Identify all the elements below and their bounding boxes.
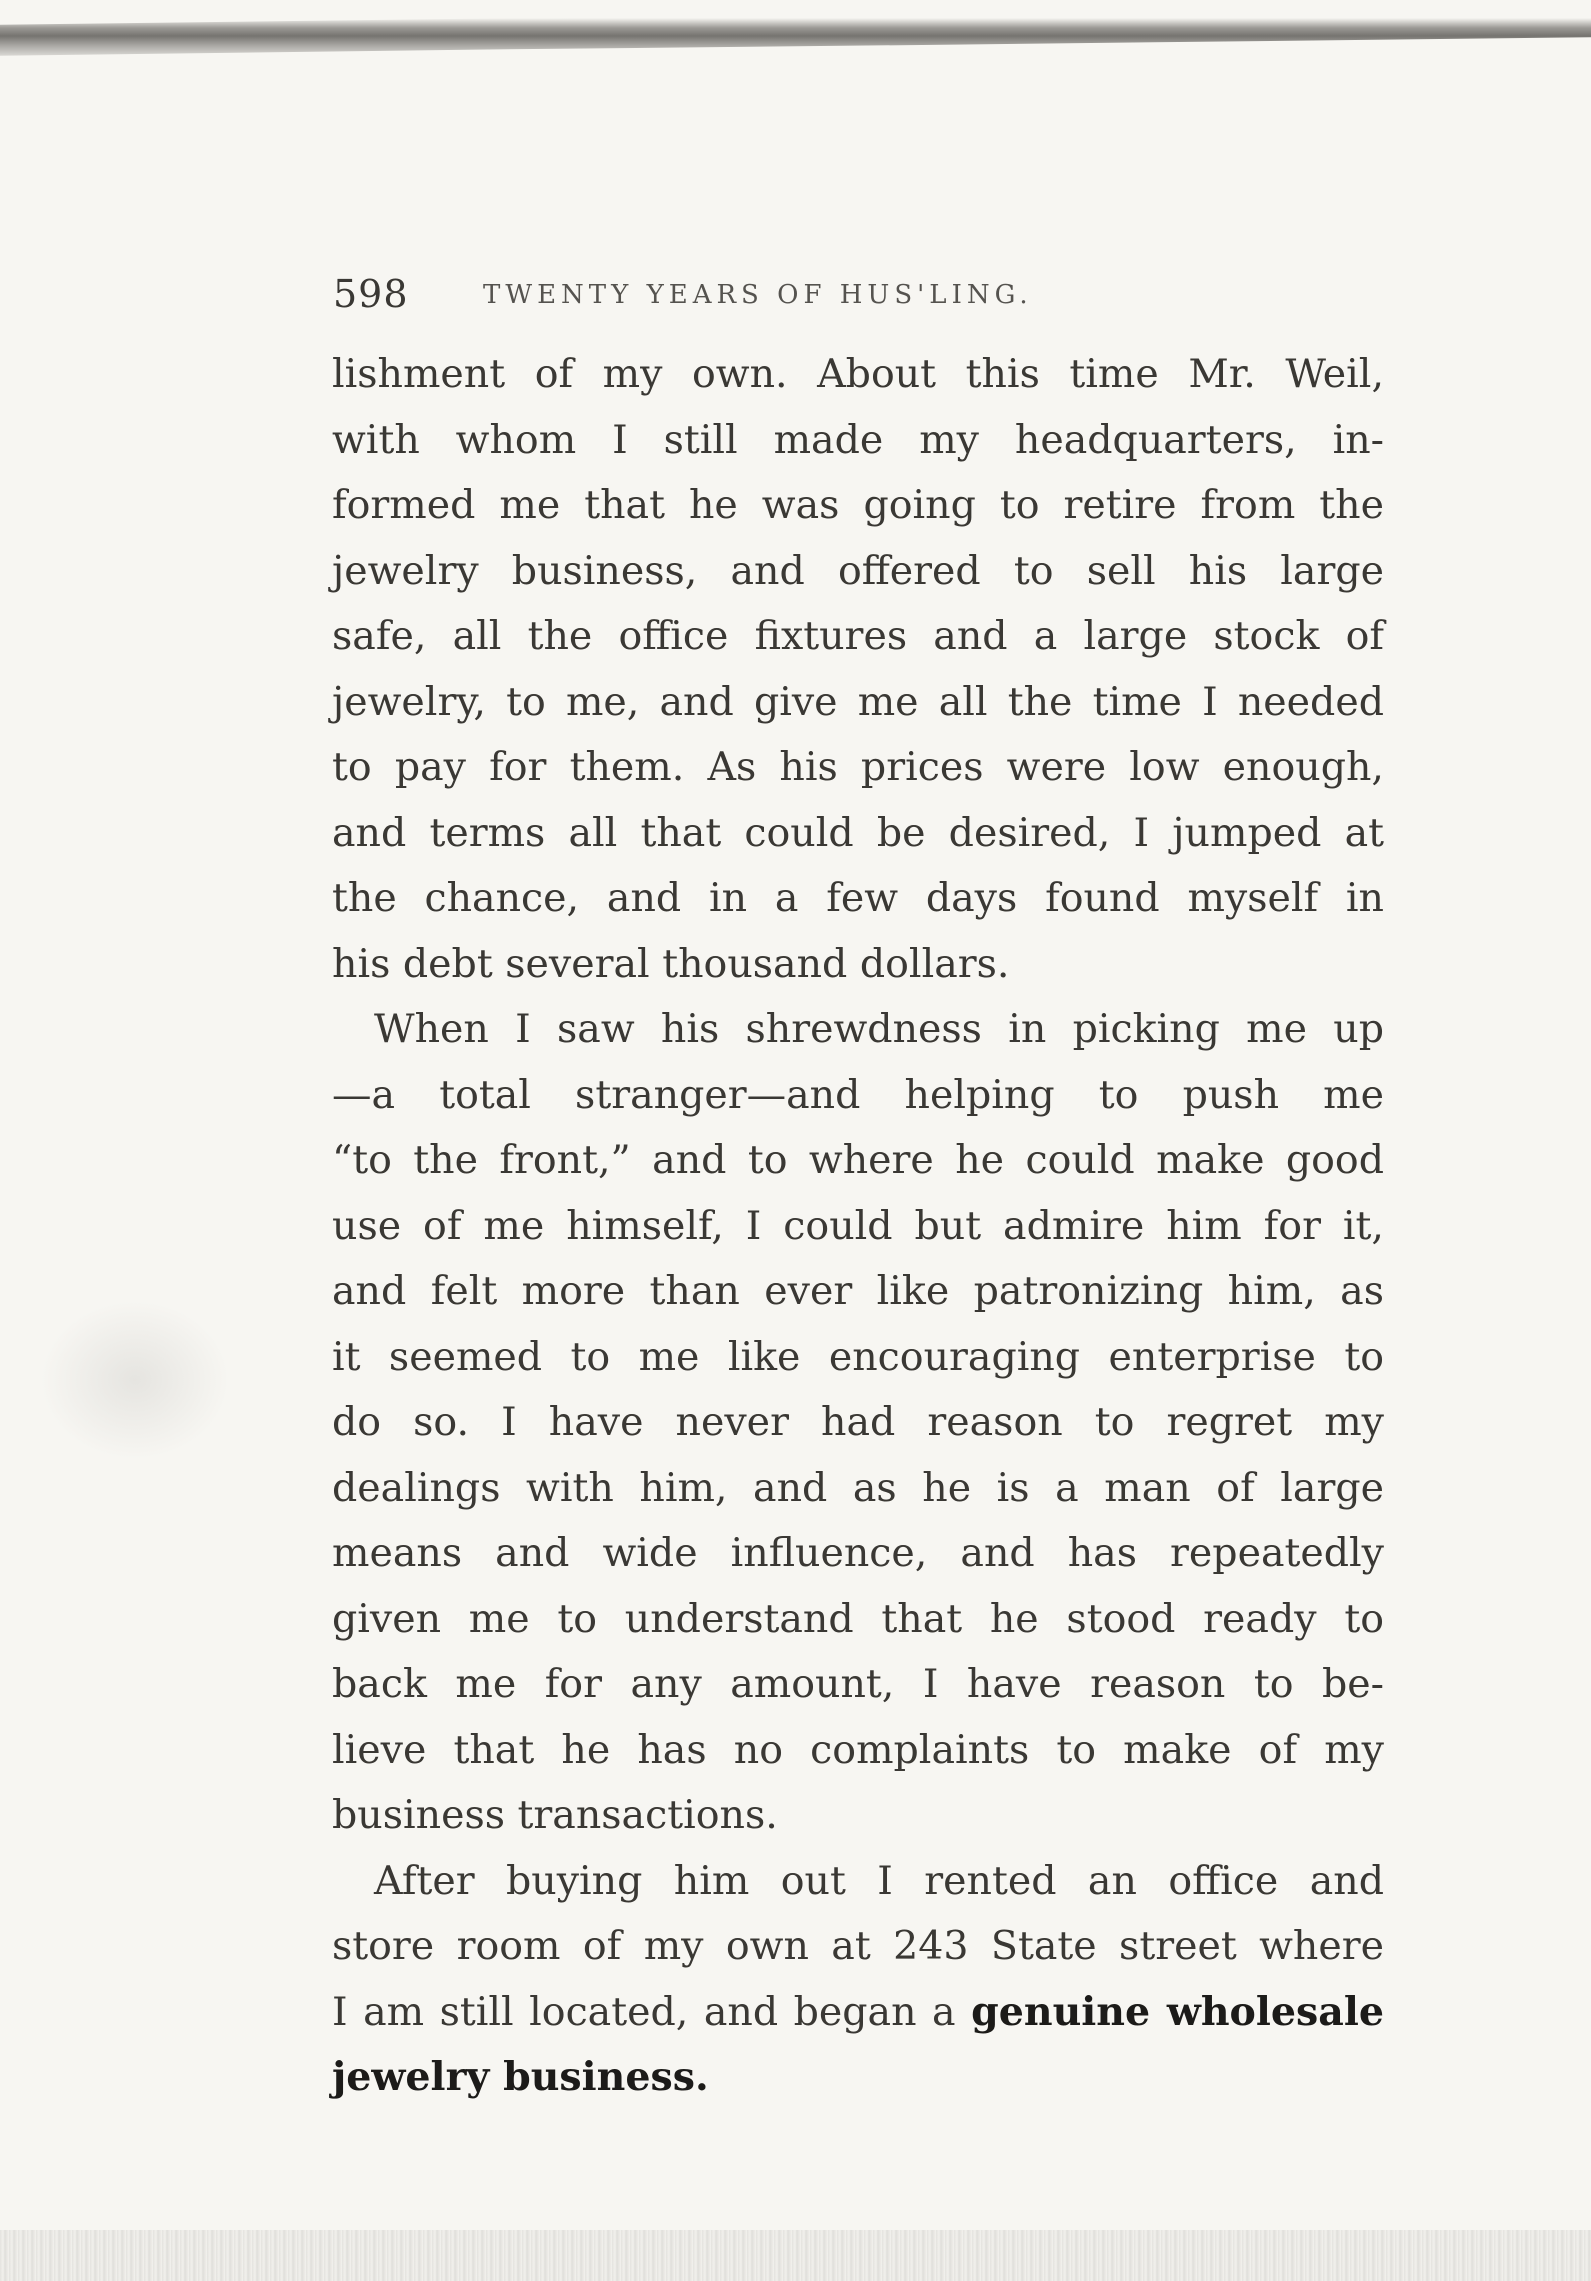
body-text	[332, 342, 1384, 2111]
text-line: back me for any amount, I have reason to be-	[332, 1661, 1384, 1707]
scan-edge-shadow	[0, 0, 1591, 62]
text-run: I am still located, and began a	[332, 1988, 972, 2035]
text-line: lieve that he has no complaints to make of my	[332, 1726, 1384, 1773]
text-line: jewelry business, and offered to sell his large	[332, 547, 1384, 594]
text-line: safe, all the office fixtures and a large stock of	[332, 613, 1384, 659]
text-line: business transactions.	[332, 1792, 778, 1838]
text-line: the chance, and in a few days found myself in	[332, 875, 1384, 921]
text-line: dealings with him, and as he is a man of large	[332, 1464, 1384, 1511]
page-number: 598	[333, 272, 409, 316]
text-line: —a total stranger—and helping to push me	[332, 1071, 1384, 1118]
text-line: and felt more than ever like patronizing him, as	[332, 1268, 1384, 1314]
text-line: and terms all that could be desired, I jumped at	[332, 809, 1384, 856]
running-head	[333, 272, 1373, 332]
text-line: jewelry, to me, and give me all the time I needed	[332, 678, 1384, 725]
text-line: When I saw his shrewdness in picking me up	[374, 1006, 1384, 1052]
running-title: TWENTY YEARS OF HUS'LING.	[483, 280, 1033, 310]
text-line: to pay for them. As his prices were low enough,	[332, 744, 1384, 790]
text-line: formed me that he was going to retire from the	[332, 482, 1384, 528]
text-line: “to the front,” and to where he could make good	[332, 1137, 1384, 1183]
text-line: with whom I still made my headquarters, in-	[332, 416, 1384, 463]
text-line: do so. I have never had reason to regret my	[332, 1399, 1384, 1445]
text-line: it seemed to me like encouraging enterprise to	[332, 1333, 1384, 1380]
paper-stain	[40, 1300, 230, 1460]
text-line: his debt several thousand dollars.	[332, 940, 1010, 987]
scan-bottom-noise	[0, 2230, 1591, 2281]
text-line: means and wide influence, and has repeatedly	[332, 1530, 1384, 1576]
text-line: store room of my own at 243 State street where	[332, 1923, 1384, 1969]
text-line: use of me himself, I could but admire him for it,	[332, 1202, 1384, 1249]
bold-text-run: genuine wholesale	[971, 1988, 1385, 2035]
text-line: After buying him out I rented an office and	[374, 1857, 1384, 1904]
text-line: lishment of my own. About this time Mr. Weil,	[332, 351, 1384, 397]
text-line: given me to understand that he stood ready to	[332, 1595, 1384, 1642]
text-line-mixed	[332, 1980, 1384, 2046]
text-line: jewelry business.	[332, 2054, 709, 2100]
